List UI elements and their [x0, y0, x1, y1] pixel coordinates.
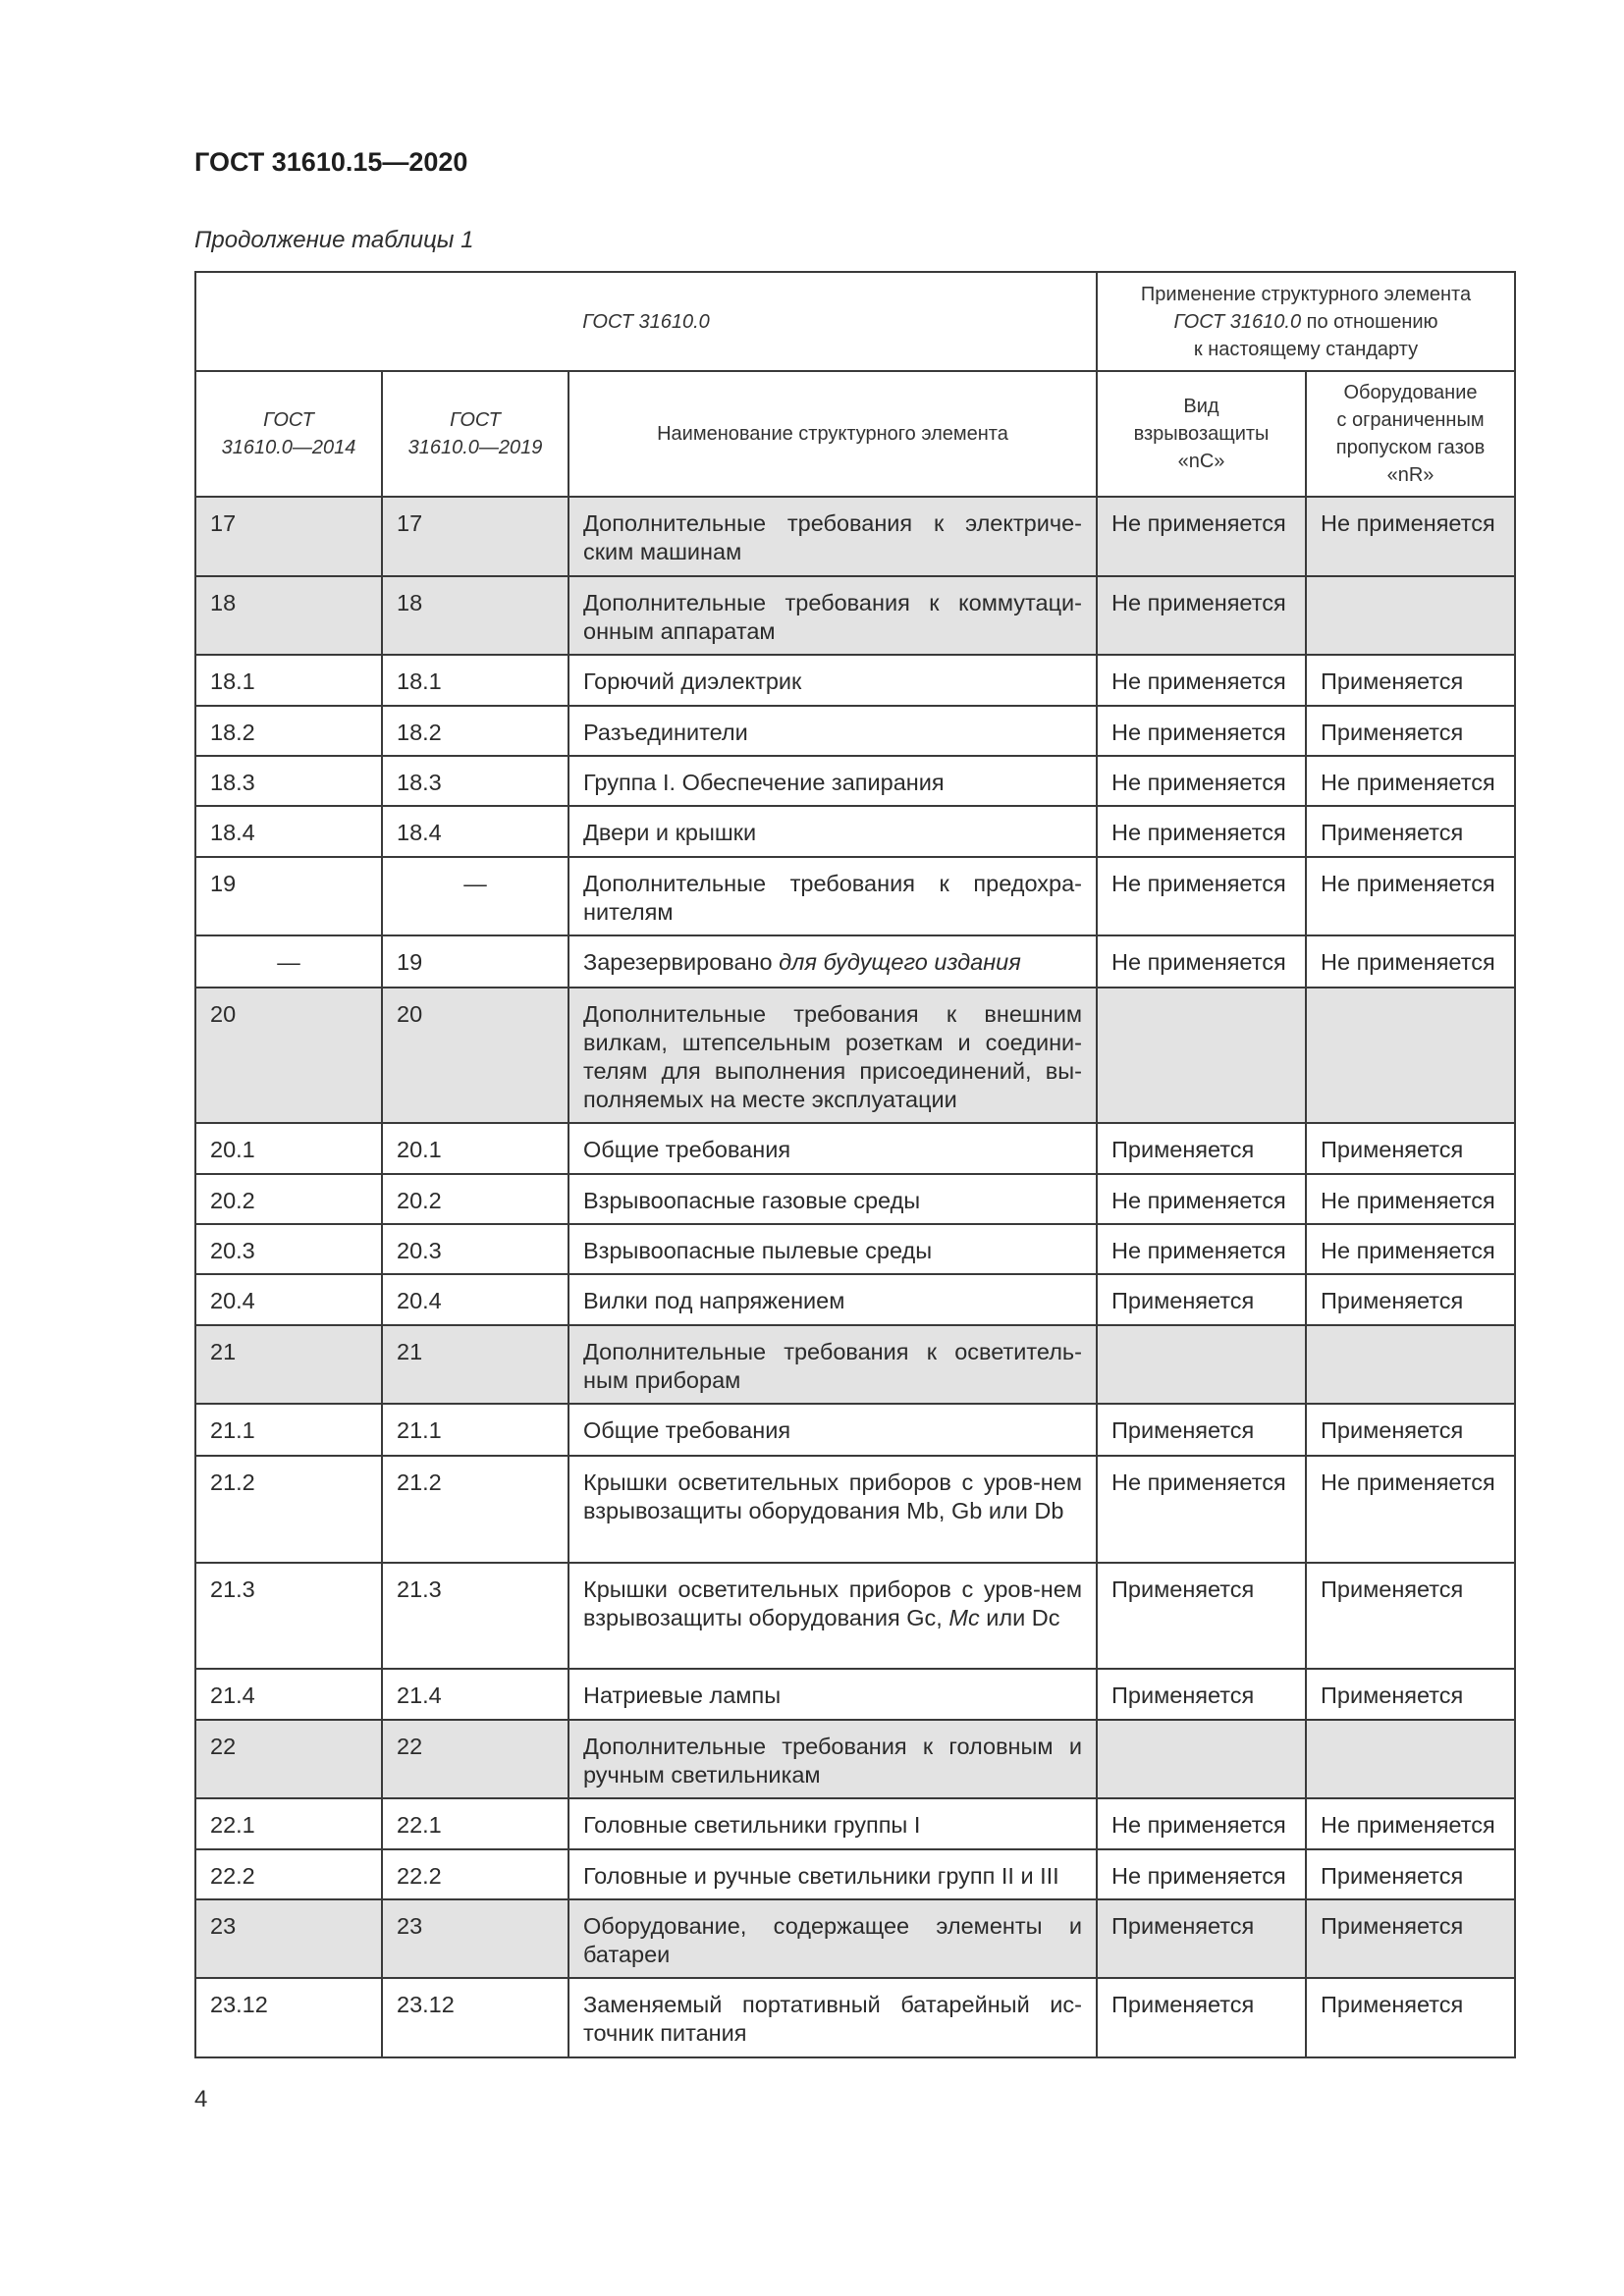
cell-gost-2019: 21.1 [382, 1404, 568, 1456]
cell-gost-2019: 20.3 [382, 1224, 568, 1274]
cell-element-name: Общие требования [568, 1404, 1097, 1456]
table-row [195, 1720, 1515, 1798]
cell-gost-2014: 18.1 [195, 655, 382, 706]
cell-element-name: Заменяемый портативный батарейный ис-точник питания [568, 1978, 1097, 2057]
cell-nc: Не применяется [1097, 706, 1306, 756]
cell-nr [1306, 1720, 1515, 1798]
cell-nc: Применяется [1097, 1404, 1306, 1456]
table-row [195, 1274, 1515, 1325]
header-application [1097, 272, 1515, 371]
cell-gost-2019: 17 [382, 497, 568, 576]
structure-table [194, 271, 1516, 2058]
cell-element-name: Дополнительные требования к внешним вилкам, штепсельным розеткам и соедини-телям для выполнения присоединений, вы-полняемых на месте эксплуатации [568, 988, 1097, 1123]
table-header [195, 272, 1515, 497]
cell-gost-2014: 22.1 [195, 1798, 382, 1849]
header-col-nc-line3: «nC» [1177, 451, 1225, 472]
header-col-2014 [195, 371, 382, 497]
document-code: ГОСТ 31610.15—2020 [194, 147, 468, 177]
cell-gost-2019: 18.1 [382, 655, 568, 706]
cell-element-name: Дополнительные требования к осветитель-ным приборам [568, 1325, 1097, 1404]
cell-element-name: Разъединители [568, 706, 1097, 756]
cell-gost-2019: 23 [382, 1899, 568, 1978]
cell-nr: Применяется [1306, 1563, 1515, 1669]
cell-element-name: Дополнительные требования к электриче-ским машинам [568, 497, 1097, 576]
header-col-2014-line1: ГОСТ [263, 409, 314, 431]
cell-gost-2014: 18 [195, 576, 382, 655]
cell-nr: Применяется [1306, 706, 1515, 756]
cell-element-name: Крышки осветительных приборов с уров-нем взрывозащиты оборудования Mb, Gb или Db [568, 1456, 1097, 1563]
cell-nc: Применяется [1097, 1563, 1306, 1669]
cell-element-name: Оборудование, содержащее элементы и батареи [568, 1899, 1097, 1978]
header-col-nc [1097, 371, 1306, 497]
cell-gost-2019: 19 [382, 935, 568, 988]
cell-gost-2019: 21.2 [382, 1456, 568, 1563]
cell-nr: Не применяется [1306, 935, 1515, 988]
cell-nr [1306, 576, 1515, 655]
table-row [195, 1123, 1515, 1174]
cell-nr: Не применяется [1306, 857, 1515, 935]
table-row [195, 988, 1515, 1123]
cell-element-name: Двери и крышки [568, 806, 1097, 857]
cell-gost-2019: 18 [382, 576, 568, 655]
cell-gost-2014: 19 [195, 857, 382, 935]
cell-element-name: Общие требования [568, 1123, 1097, 1174]
cell-gost-2019: 20.4 [382, 1274, 568, 1325]
cell-gost-2019: 20.1 [382, 1123, 568, 1174]
cell-gost-2019: 18.3 [382, 756, 568, 806]
cell-gost-2019: — [382, 857, 568, 935]
cell-gost-2014: 20.2 [195, 1174, 382, 1224]
cell-element-name: Дополнительные требования к предохра-нителям [568, 857, 1097, 935]
cell-nc: Не применяется [1097, 1849, 1306, 1899]
cell-nc [1097, 1720, 1306, 1798]
table-row [195, 1224, 1515, 1274]
header-gost-group: ГОСТ 31610.0 [195, 272, 1097, 371]
cell-gost-2014: 21.1 [195, 1404, 382, 1456]
cell-gost-2014: 22 [195, 1720, 382, 1798]
cell-nc: Применяется [1097, 1899, 1306, 1978]
header-col-nc-line1: Вид [1183, 396, 1219, 417]
element-name-text: Крышки осветительных приборов с уров-нем взрывозащиты оборудования Gc, [583, 1576, 1082, 1630]
header-col-2019 [382, 371, 568, 497]
cell-gost-2014: 23 [195, 1899, 382, 1978]
cell-nr: Применяется [1306, 655, 1515, 706]
page-number: 4 [194, 2086, 208, 2112]
cell-gost-2014: 18.3 [195, 756, 382, 806]
cell-element-name: Взрывоопасные газовые среды [568, 1174, 1097, 1224]
element-name-text: Зарезервировано [583, 949, 780, 975]
cell-element-name: Головные светильники группы I [568, 1798, 1097, 1849]
table-row [195, 1174, 1515, 1224]
element-name-italic: для будущего издания [779, 949, 1021, 975]
cell-gost-2019: 22.1 [382, 1798, 568, 1849]
table-row [195, 576, 1515, 655]
cell-element-name: Головные и ручные светильники групп II и III [568, 1849, 1097, 1899]
table-row [195, 706, 1515, 756]
cell-element-name: Горючий диэлектрик [568, 655, 1097, 706]
cell-gost-2014: 20.1 [195, 1123, 382, 1174]
cell-element-name [568, 1563, 1097, 1669]
element-name-italic: Mc [948, 1605, 980, 1630]
header-col-2014-line2: 31610.0—2014 [221, 437, 356, 458]
table-row [195, 1563, 1515, 1669]
cell-gost-2014: 23.12 [195, 1978, 382, 2057]
cell-nr: Не применяется [1306, 1174, 1515, 1224]
cell-nc [1097, 988, 1306, 1123]
cell-nc: Не применяется [1097, 857, 1306, 935]
header-col-nr-line1: Оборудование [1343, 382, 1478, 403]
cell-nr: Применяется [1306, 1849, 1515, 1899]
header-col-nr-line2: с ограниченным [1336, 409, 1485, 431]
cell-gost-2014: — [195, 935, 382, 988]
cell-nr: Применяется [1306, 1669, 1515, 1720]
cell-nc: Применяется [1097, 1978, 1306, 2057]
cell-nc: Не применяется [1097, 1456, 1306, 1563]
header-col-nr [1306, 371, 1515, 497]
header-col-nr-line3: пропуском газов [1335, 437, 1486, 458]
element-name-after: или Dc [979, 1605, 1060, 1630]
cell-gost-2019: 18.2 [382, 706, 568, 756]
header-col-nc-line2: взрывозащиты [1133, 423, 1270, 445]
table-row [195, 935, 1515, 988]
header-application-line1: Применение структурного элемента [1140, 283, 1472, 305]
cell-element-name: Вилки под напряжением [568, 1274, 1097, 1325]
cell-nr: Применяется [1306, 1404, 1515, 1456]
cell-gost-2019: 23.12 [382, 1978, 568, 2057]
cell-nc: Не применяется [1097, 806, 1306, 857]
table-caption: Продолжение таблицы 1 [194, 227, 474, 253]
table-row [195, 1899, 1515, 1978]
cell-gost-2019: 22.2 [382, 1849, 568, 1899]
cell-nc: Не применяется [1097, 1174, 1306, 1224]
table-row [195, 1404, 1515, 1456]
table-row [195, 1669, 1515, 1720]
cell-nc: Не применяется [1097, 756, 1306, 806]
cell-element-name: Натриевые лампы [568, 1669, 1097, 1720]
cell-nr: Применяется [1306, 1978, 1515, 2057]
cell-nc: Не применяется [1097, 1224, 1306, 1274]
cell-nc: Не применяется [1097, 1798, 1306, 1849]
cell-gost-2014: 21.2 [195, 1456, 382, 1563]
header-col-2019-line2: 31610.0—2019 [407, 437, 543, 458]
cell-nr: Не применяется [1306, 1456, 1515, 1563]
cell-nc [1097, 1325, 1306, 1404]
cell-gost-2019: 18.4 [382, 806, 568, 857]
table-body [195, 497, 1515, 2057]
cell-nr [1306, 1325, 1515, 1404]
table-row [195, 1325, 1515, 1404]
cell-nr: Применяется [1306, 806, 1515, 857]
table-row [195, 1978, 1515, 2057]
cell-nr: Не применяется [1306, 1798, 1515, 1849]
cell-gost-2014: 20.3 [195, 1224, 382, 1274]
cell-nr: Применяется [1306, 1899, 1515, 1978]
cell-nr: Применяется [1306, 1123, 1515, 1174]
cell-gost-2014: 18.2 [195, 706, 382, 756]
cell-nr: Применяется [1306, 1274, 1515, 1325]
cell-nc: Не применяется [1097, 497, 1306, 576]
cell-gost-2014: 21 [195, 1325, 382, 1404]
header-col-2019-line1: ГОСТ [450, 409, 501, 431]
cell-nr: Не применяется [1306, 756, 1515, 806]
header-application-line3: к настоящему стандарту [1193, 338, 1419, 360]
cell-gost-2019: 21.4 [382, 1669, 568, 1720]
cell-nc: Применяется [1097, 1274, 1306, 1325]
table-row [195, 655, 1515, 706]
cell-gost-2019: 20.2 [382, 1174, 568, 1224]
cell-element-name [568, 935, 1097, 988]
header-application-line2: по отношению [1301, 310, 1438, 333]
table-row [195, 756, 1515, 806]
table-row [195, 1798, 1515, 1849]
cell-gost-2019: 22 [382, 1720, 568, 1798]
cell-nc: Применяется [1097, 1669, 1306, 1720]
table-row [195, 1456, 1515, 1563]
cell-nc: Применяется [1097, 1123, 1306, 1174]
table-row [195, 857, 1515, 935]
cell-nr: Не применяется [1306, 497, 1515, 576]
cell-gost-2014: 22.2 [195, 1849, 382, 1899]
cell-gost-2014: 20.4 [195, 1274, 382, 1325]
cell-gost-2014: 17 [195, 497, 382, 576]
cell-gost-2019: 21.3 [382, 1563, 568, 1669]
cell-nc: Не применяется [1097, 935, 1306, 988]
cell-nc: Не применяется [1097, 576, 1306, 655]
cell-element-name: Дополнительные требования к головным и ручным светильникам [568, 1720, 1097, 1798]
cell-gost-2014: 21.4 [195, 1669, 382, 1720]
cell-element-name: Группа I. Обеспечение запирания [568, 756, 1097, 806]
cell-element-name: Дополнительные требования к коммутаци-онным аппаратам [568, 576, 1097, 655]
cell-gost-2019: 21 [382, 1325, 568, 1404]
cell-nc: Не применяется [1097, 655, 1306, 706]
cell-gost-2014: 18.4 [195, 806, 382, 857]
cell-gost-2019: 20 [382, 988, 568, 1123]
cell-gost-2014: 20 [195, 988, 382, 1123]
table-row [195, 1849, 1515, 1899]
header-application-ref: ГОСТ 31610.0 [1173, 310, 1302, 333]
cell-nr [1306, 988, 1515, 1123]
table-row [195, 806, 1515, 857]
cell-nr: Не применяется [1306, 1224, 1515, 1274]
cell-gost-2014: 21.3 [195, 1563, 382, 1669]
header-col-name: Наименование структурного элемента [568, 371, 1097, 497]
cell-element-name: Взрывоопасные пылевые среды [568, 1224, 1097, 1274]
header-col-nr-line4: «nR» [1386, 464, 1435, 486]
table-row [195, 497, 1515, 576]
